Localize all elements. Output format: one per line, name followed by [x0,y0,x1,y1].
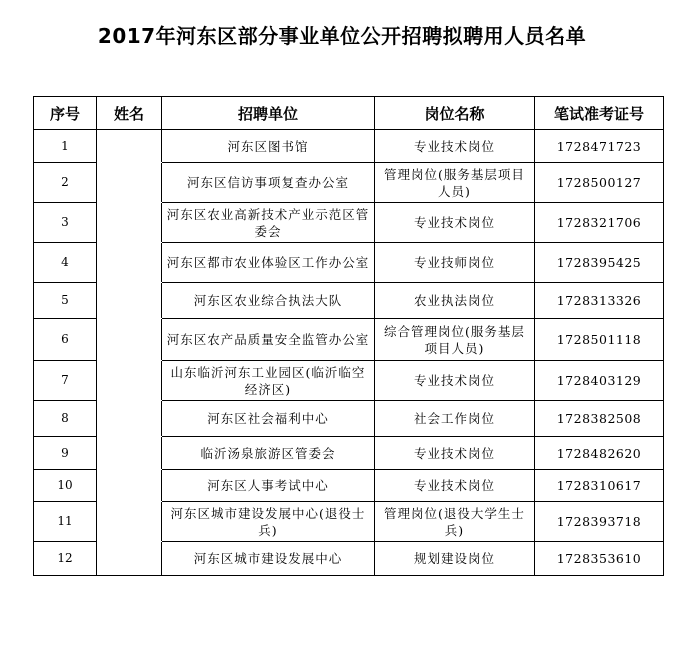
cell-name [97,243,162,283]
cell-exam-id: 1728310617 [535,470,664,502]
cell-position: 专业技术岗位 [375,130,535,163]
cell-seq: 8 [34,401,97,437]
cell-name [97,163,162,203]
cell-unit: 河东区社会福利中心 [162,401,375,437]
table-header-row [34,97,664,130]
cell-unit: 河东区农业综合执法大队 [162,283,375,319]
cell-seq: 5 [34,283,97,319]
hiring-roster-table [33,96,664,576]
table-row [34,502,664,542]
cell-exam-id: 1728321706 [535,203,664,243]
cell-position: 专业技术岗位 [375,437,535,470]
document-title: 2017年河东区部分事业单位公开招聘拟聘用人员名单 [97,24,587,48]
cell-position: 农业执法岗位 [375,283,535,319]
table-row [34,401,664,437]
cell-exam-id: 1728500127 [535,163,664,203]
cell-unit: 山东临沂河东工业园区(临沂临空经济区) [162,361,375,401]
table-row [34,319,664,361]
header-seq: 序号 [34,97,97,130]
cell-name [97,502,162,542]
cell-unit: 河东区都市农业体验区工作办公室 [162,243,375,283]
cell-name [97,361,162,401]
cell-unit: 河东区图书馆 [162,130,375,163]
cell-exam-id: 1728471723 [535,130,664,163]
cell-name [97,542,162,576]
cell-seq: 7 [34,361,97,401]
table-row [34,437,664,470]
cell-exam-id: 1728313326 [535,283,664,319]
cell-seq: 3 [34,203,97,243]
cell-position: 专业技术岗位 [375,470,535,502]
cell-exam-id: 1728353610 [535,542,664,576]
table-row [34,130,664,163]
table-body [34,130,664,576]
cell-unit: 临沂汤泉旅游区管委会 [162,437,375,470]
cell-exam-id: 1728482620 [535,437,664,470]
cell-exam-id: 1728382508 [535,401,664,437]
cell-unit: 河东区信访事项复查办公室 [162,163,375,203]
cell-exam-id: 1728393718 [535,502,664,542]
cell-name [97,319,162,361]
cell-name [97,130,162,163]
cell-name [97,203,162,243]
cell-position: 综合管理岗位(服务基层项目人员) [375,319,535,361]
cell-unit: 河东区农产品质量安全监管办公室 [162,319,375,361]
header-name: 姓名 [97,97,162,130]
cell-unit: 河东区城市建设发展中心(退役士兵) [162,502,375,542]
cell-name [97,283,162,319]
table-row [34,163,664,203]
table-row [34,542,664,576]
cell-seq: 10 [34,470,97,502]
cell-unit: 河东区城市建设发展中心 [162,542,375,576]
table-row [34,470,664,502]
cell-unit: 河东区人事考试中心 [162,470,375,502]
cell-seq: 6 [34,319,97,361]
cell-seq: 12 [34,542,97,576]
cell-unit: 河东区农业高新技术产业示范区管委会 [162,203,375,243]
cell-seq: 11 [34,502,97,542]
cell-name [97,437,162,470]
table-row [34,203,664,243]
table-row [34,361,664,401]
cell-exam-id: 1728403129 [535,361,664,401]
cell-exam-id: 1728395425 [535,243,664,283]
cell-name [97,401,162,437]
cell-position: 专业技术岗位 [375,203,535,243]
cell-seq: 4 [34,243,97,283]
table-row [34,243,664,283]
cell-seq: 9 [34,437,97,470]
header-exam-id: 笔试准考证号 [535,97,664,130]
header-position: 岗位名称 [375,97,535,130]
cell-name [97,470,162,502]
cell-position: 社会工作岗位 [375,401,535,437]
cell-position: 专业技师岗位 [375,243,535,283]
cell-position: 管理岗位(退役大学生士兵) [375,502,535,542]
cell-exam-id: 1728501118 [535,319,664,361]
cell-position: 规划建设岗位 [375,542,535,576]
cell-seq: 2 [34,163,97,203]
table-row [34,283,664,319]
header-unit: 招聘单位 [162,97,375,130]
cell-position: 专业技术岗位 [375,361,535,401]
cell-seq: 1 [34,130,97,163]
cell-position: 管理岗位(服务基层项目人员) [375,163,535,203]
